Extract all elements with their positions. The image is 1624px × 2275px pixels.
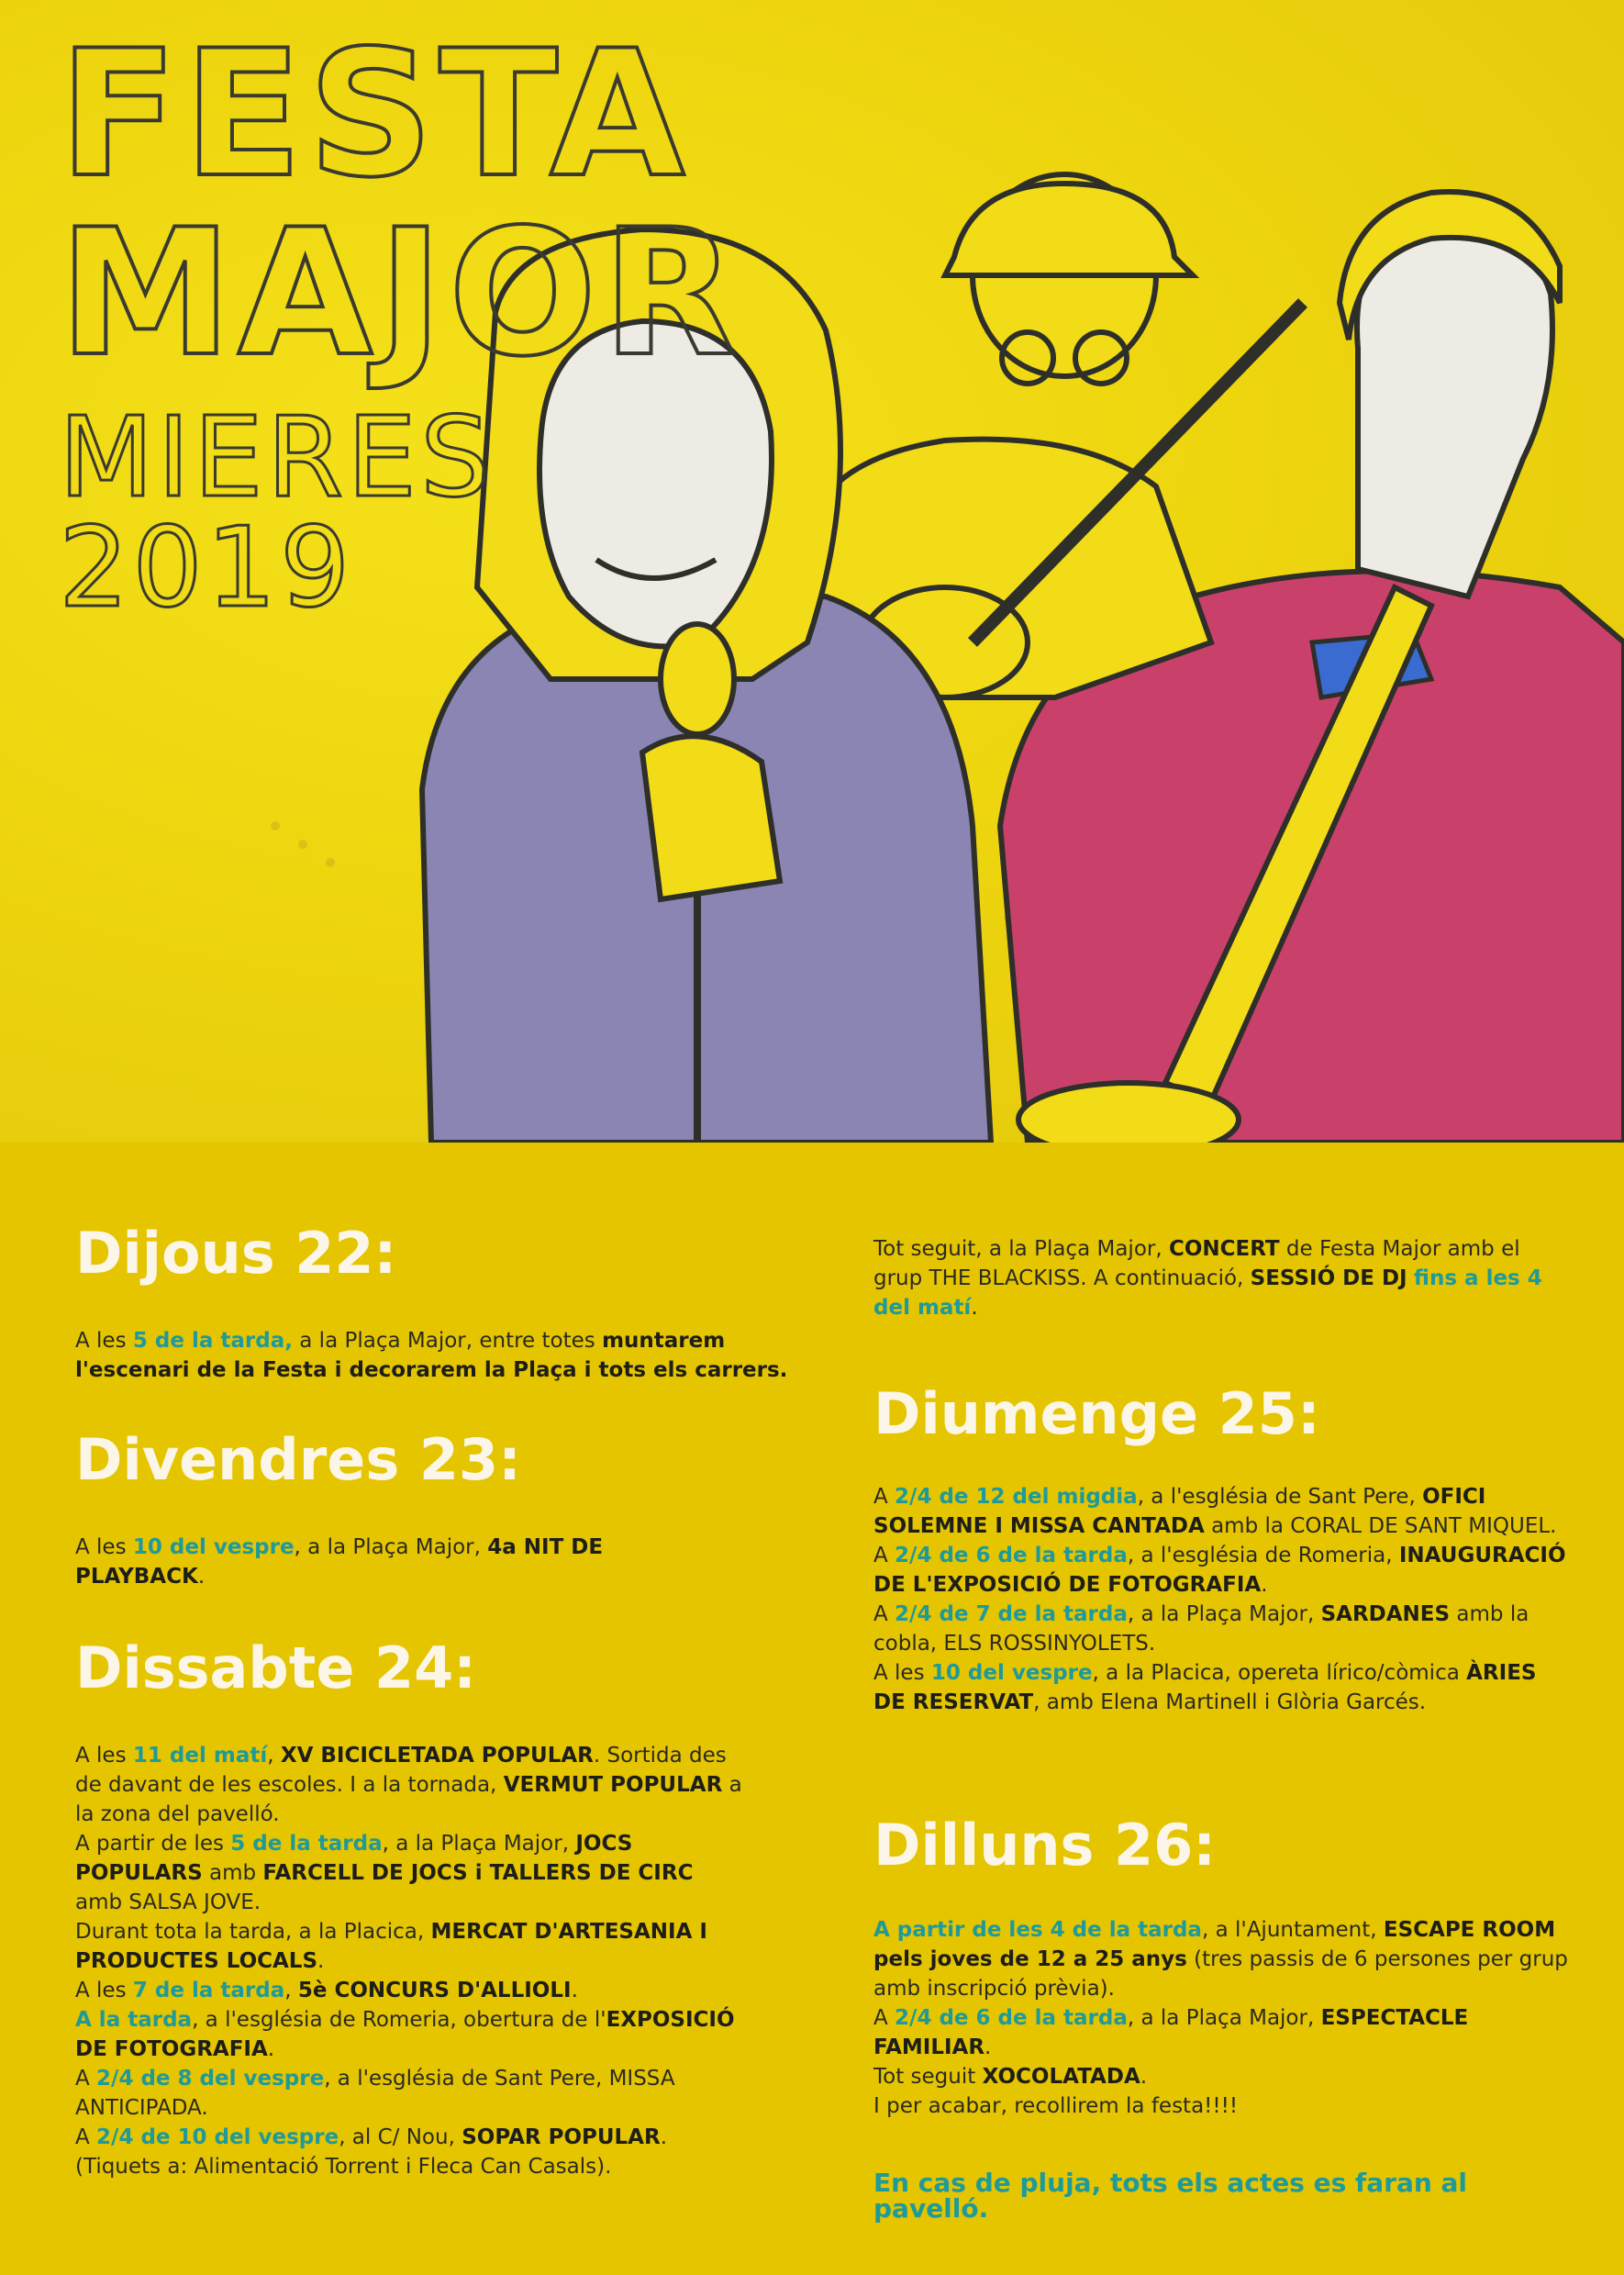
friday-paragraph: A les 10 del vespre, a la Plaça Major, 4a NIT DE PLAYBACK.	[75, 1535, 604, 1589]
monday-item: A 2/4 de 6 de la tarda, a la Plaça Major, ESPECTACLE FAMILIAR.	[873, 2006, 1469, 2059]
saturday-item: A les 11 del matí, XV BICICLETADA POPULAR. Sortida des de davant de les escoles. I a la tornada, VERMUT POPULAR a la zona del pavelló.	[75, 1744, 742, 1826]
monday-item: I per acabar, recollirem la festa!!!!	[873, 2094, 1239, 2118]
day-heading-saturday: Dissabte 24:	[75, 1634, 477, 1701]
day-heading-friday: Divendres 23:	[75, 1426, 521, 1493]
saturday-item: A partir de les 5 de la tarda, a la Plaça Major, JOCS POPULARS amb FARCELL DE JOCS i TALLERS DE CIRC amb SALSA JOVE.	[75, 1832, 694, 1914]
poster-title-festa: FESTA	[59, 13, 691, 216]
festival-program	[0, 1143, 1624, 2275]
poster-year: 2019	[59, 505, 354, 632]
monday-item: A partir de les 4 de la tarda, a l'Ajuntament, ESCAPE ROOM pels joves de 12 a 25 anys (tres passis de 6 persones per grup amb inscripció prèvia).	[873, 1918, 1568, 2001]
saturday-paragraphs	[75, 1741, 745, 2181]
sunday-item: A les 10 del vespre, a la Placica, opereta lírico/còmica ÀRIES DE RESERVAT, amb Elena Martinell i Glòria Garcés.	[873, 1661, 1537, 1714]
saturday-item: A 2/4 de 8 del vespre, a l'església de Sant Pere, MISSA ANTICIPADA.	[75, 2067, 675, 2120]
saturday-continued-paragraph: Tot seguit, a la Plaça Major, CONCERT de Festa Major amb el grup THE BLACKISS. A continuació, SESSIÓ DE DJ fins a les 4 del matí.	[873, 1237, 1542, 1320]
poster-town: MIERES	[59, 395, 495, 522]
sunday-paragraphs	[873, 1482, 1571, 1717]
poster-title-major: MAJOR	[59, 192, 742, 395]
rain-note: En cas de pluja, tots els actes es faran al pavelló.	[873, 2168, 1468, 2224]
saturday-item: A 2/4 de 10 del vespre, al C/ Nou, SOPAR POPULAR. (Tiquets a: Alimentació Torrent i Fleca Can Casals).	[75, 2125, 668, 2179]
monday-item: Tot seguit XOCOLATADA.	[873, 2065, 1148, 2089]
saturday-item: A les 7 de la tarda, 5è CONCURS D'ALLIOLI.	[75, 1979, 578, 2002]
sunday-item: A 2/4 de 7 de la tarda, a la Plaça Major, SARDANES amb la cobla, ELS ROSSINYOLETS.	[873, 1602, 1529, 1656]
day-heading-thursday: Dijous 22:	[75, 1220, 397, 1287]
day-heading-monday: Dilluns 26:	[873, 1812, 1217, 1879]
day-heading-sunday: Diumenge 25:	[873, 1380, 1320, 1447]
thursday-paragraph: A les 5 de la tarda, a la Plaça Major, entre totes muntarem l'escenari de la Festa i decorarem la Plaça i tots els carrers.	[75, 1329, 788, 1382]
sunday-item: A 2/4 de 12 del migdia, a l'església de Sant Pere, OFICI SOLEMNE I MISSA CANTADA amb la CORAL DE SANT MIQUEL.	[873, 1485, 1557, 1538]
saturday-item: A la tarda, a l'església de Romeria, obertura de l'EXPOSICIÓ DE FOTOGRAFIA.	[75, 2008, 735, 2061]
sunday-item: A 2/4 de 6 de la tarda, a l'església de Romeria, INAUGURACIÓ DE L'EXPOSICIÓ DE FOTOGRAFIA.	[873, 1544, 1566, 1597]
saturday-item: Durant tota la tarda, a la Placica, MERCAT D'ARTESANIA I PRODUCTES LOCALS.	[75, 1920, 707, 1973]
monday-paragraphs	[873, 1915, 1580, 2121]
